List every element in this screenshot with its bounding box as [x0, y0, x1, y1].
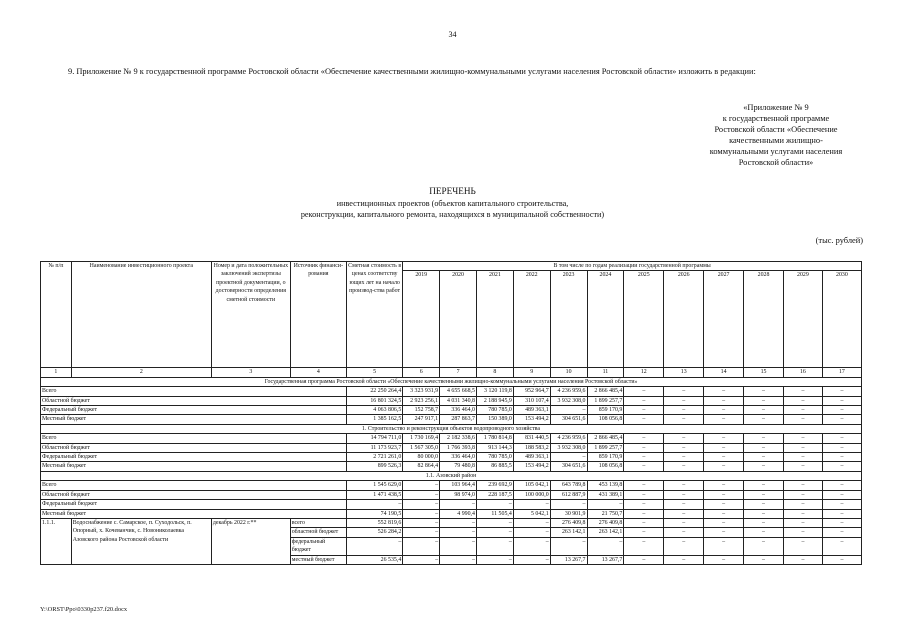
row-year-value: – [744, 406, 784, 415]
table-row [41, 406, 862, 415]
row-cost: 1 545 629,0 [347, 481, 403, 490]
row-year-value: – [822, 509, 861, 518]
project-year-value: – [704, 537, 744, 555]
column-number: 9 [513, 368, 550, 377]
row-year-value: 1 780 814,8 [476, 434, 513, 443]
project-year-value: – [624, 537, 664, 555]
column-number: 8 [476, 368, 513, 377]
header-year: 2026 [664, 271, 704, 368]
row-year-value: – [550, 453, 587, 462]
row-year-value: 643 789,8 [550, 481, 587, 490]
project-funding-source: всего [290, 518, 346, 527]
header-year: 2021 [476, 271, 513, 368]
row-year-value: 80 000,0 [403, 453, 440, 462]
row-cost: 4 063 806,5 [347, 406, 403, 415]
row-year-value: 310 107,4 [513, 396, 550, 405]
project-year-value: – [513, 555, 550, 564]
row-year-value: – [704, 453, 744, 462]
project-year-value: 13 267,7 [550, 555, 587, 564]
row-year-value: 103 964,4 [440, 481, 477, 490]
row-year-value: – [624, 443, 664, 452]
row-year-value: 952 964,7 [513, 387, 550, 396]
row-year-value: 105 042,1 [513, 481, 550, 490]
row-year-value: – [822, 462, 861, 471]
header-year: 2019 [403, 271, 440, 368]
row-year-value: – [744, 490, 784, 499]
project-year-value: – [403, 518, 440, 527]
project-year-value: – [440, 537, 477, 555]
appendix-line: Ростовской области «Обеспечение [714, 125, 838, 134]
row-year-value: – [664, 443, 704, 452]
project-number: 1.1.1. [41, 518, 72, 564]
header-year: 2024 [587, 271, 624, 368]
header-number: № п/п [41, 262, 72, 368]
project-cost: 26 535,4 [347, 555, 403, 564]
row-year-value: – [783, 434, 822, 443]
row-year-value: 431 389,1 [587, 490, 624, 499]
row-year-value: – [822, 387, 861, 396]
header-year: 2029 [783, 271, 822, 368]
row-year-value: – [822, 443, 861, 452]
row-year-value: 108 056,8 [587, 462, 624, 471]
row-year-value: – [664, 509, 704, 518]
row-cost: 1 471 438,5 [347, 490, 403, 499]
project-year-value: – [624, 555, 664, 564]
project-year-value: – [513, 537, 550, 555]
project-year-value: – [822, 518, 861, 527]
row-year-value: – [704, 481, 744, 490]
project-year-value: – [403, 528, 440, 537]
row-year-value: – [624, 406, 664, 415]
row-year-value: 2 866 485,4 [587, 387, 624, 396]
row-year-value: – [744, 387, 784, 396]
row-year-value: 239 692,9 [476, 481, 513, 490]
row-year-value: – [822, 490, 861, 499]
header-expertise: Номер и дата положительных заключений экспертизы проектной документации, о достоверности определения сметной стоимости [211, 262, 290, 368]
row-cost: 22 250 264,4 [347, 387, 403, 396]
row-year-value: – [744, 434, 784, 443]
row-year-value: 82 864,4 [403, 462, 440, 471]
row-label: Местный бюджет [41, 415, 347, 424]
project-year-value: – [476, 537, 513, 555]
project-year-value: – [513, 518, 550, 527]
row-year-value: – [783, 443, 822, 452]
column-number: 14 [704, 368, 744, 377]
row-year-value: 150 389,0 [476, 415, 513, 424]
table-row [41, 443, 862, 452]
row-year-value: – [624, 490, 664, 499]
row-year-value: – [664, 462, 704, 471]
column-number: 11 [587, 368, 624, 377]
row-year-value: – [704, 500, 744, 509]
row-year-value: 336 464,0 [440, 406, 477, 415]
appendix-line: Ростовской области» [738, 158, 814, 167]
row-year-value: 4 031 340,8 [440, 396, 477, 405]
row-year-value: – [783, 415, 822, 424]
row-year-value: – [704, 490, 744, 499]
project-expertise-date: декабрь 2022 г.** [211, 518, 290, 564]
row-cost: 74 190,5 [347, 509, 403, 518]
row-year-value: – [704, 462, 744, 471]
row-year-value: – [664, 406, 704, 415]
row-year-value: 780 785,0 [476, 406, 513, 415]
row-year-value: – [624, 415, 664, 424]
row-year-value: – [403, 490, 440, 499]
intro-paragraph: 9. Приложение № 9 к государственной программе Ростовской области «Обеспечение качественными жилищно-коммунальными услугами населения Ростовской области» изложить в редакции: [68, 67, 756, 76]
document-subtitle [230, 198, 675, 220]
row-year-value: 153 494,2 [513, 415, 550, 424]
row-year-value: 489 363,1 [513, 406, 550, 415]
row-cost: – [347, 500, 403, 509]
row-year-value: 21 750,7 [587, 509, 624, 518]
row-year-value: – [744, 453, 784, 462]
row-year-value: – [783, 500, 822, 509]
column-number: 13 [664, 368, 704, 377]
row-year-value: – [513, 500, 550, 509]
row-year-value: – [822, 396, 861, 405]
row-year-value: 859 170,9 [587, 406, 624, 415]
table-row [41, 481, 862, 490]
row-year-value: – [550, 500, 587, 509]
project-year-value: – [476, 518, 513, 527]
row-year-value: – [624, 396, 664, 405]
row-year-value: – [624, 462, 664, 471]
row-year-value: – [744, 415, 784, 424]
row-year-value: 4 655 668,5 [440, 387, 477, 396]
row-label: Федеральный бюджет [41, 406, 347, 415]
project-year-value: – [440, 518, 477, 527]
project-funding-source: местный бюджет [290, 555, 346, 564]
row-year-value: – [704, 406, 744, 415]
row-cost: 2 721 261,0 [347, 453, 403, 462]
row-year-value: 2 182 338,6 [440, 434, 477, 443]
header-year: 2030 [822, 271, 861, 368]
project-row [41, 518, 862, 527]
project-year-value: – [664, 537, 704, 555]
project-year-value: – [783, 555, 822, 564]
project-year-value: – [744, 537, 784, 555]
row-label: Всего [41, 481, 347, 490]
project-year-value: – [822, 555, 861, 564]
column-number: 2 [71, 368, 211, 377]
project-year-value: – [440, 555, 477, 564]
row-year-value: – [587, 500, 624, 509]
units-label: (тыс. рублей) [815, 236, 863, 245]
row-year-value: – [783, 509, 822, 518]
row-year-value: 1 766 393,8 [440, 443, 477, 452]
row-year-value: – [403, 509, 440, 518]
project-year-value: – [403, 555, 440, 564]
project-year-value: – [744, 555, 784, 564]
section-heading-row [41, 424, 862, 433]
row-year-value: 2 866 485,4 [587, 434, 624, 443]
row-cost: 1 385 162,5 [347, 415, 403, 424]
header-year: 2028 [744, 271, 784, 368]
row-year-value: 228 187,5 [476, 490, 513, 499]
row-year-value: 489 363,1 [513, 453, 550, 462]
row-year-value: – [664, 415, 704, 424]
row-year-value: – [664, 434, 704, 443]
row-label: Областной бюджет [41, 396, 347, 405]
table-row [41, 415, 862, 424]
header-year: 2022 [513, 271, 550, 368]
row-year-value: – [744, 396, 784, 405]
column-number: 5 [347, 368, 403, 377]
row-year-value: 5 042,1 [513, 509, 550, 518]
project-year-value: – [744, 528, 784, 537]
subtitle-line: реконструкции, капитального ремонта, находящихся в муниципальной собственности) [300, 210, 605, 219]
row-year-value: 2 923 256,1 [403, 396, 440, 405]
header-years-group: В том числе по годам реализации государственной программы [403, 262, 862, 271]
project-year-value: – [744, 518, 784, 527]
row-year-value: 304 651,6 [550, 415, 587, 424]
row-year-value: 453 139,8 [587, 481, 624, 490]
project-year-value: – [664, 518, 704, 527]
column-number: 16 [783, 368, 822, 377]
project-year-value: – [704, 528, 744, 537]
project-year-value: – [476, 555, 513, 564]
project-year-value: – [822, 537, 861, 555]
table-row [41, 490, 862, 499]
row-year-value: 1 899 257,7 [587, 443, 624, 452]
row-label: Местный бюджет [41, 462, 347, 471]
project-year-value: – [440, 528, 477, 537]
project-funding-source: федеральный бюджет [290, 537, 346, 555]
row-year-value: – [664, 490, 704, 499]
row-year-value: – [783, 406, 822, 415]
row-year-value: – [664, 453, 704, 462]
project-year-value: – [513, 528, 550, 537]
row-year-value: 336 464,0 [440, 453, 477, 462]
header-project-name: Наименование инвестиционного проекта [71, 262, 211, 368]
row-year-value: – [822, 500, 861, 509]
header-year: 2027 [704, 271, 744, 368]
column-number: 4 [290, 368, 346, 377]
appendix-line: «Приложение № 9 [743, 103, 809, 112]
project-year-value: – [783, 518, 822, 527]
row-year-value: – [624, 509, 664, 518]
row-year-value: – [403, 500, 440, 509]
row-year-value: – [550, 406, 587, 415]
row-year-value: – [744, 443, 784, 452]
header-funding-source: Источник финанси-рования [290, 262, 346, 368]
row-year-value: – [664, 387, 704, 396]
table-row [41, 396, 862, 405]
row-year-value: 913 144,3 [476, 443, 513, 452]
project-year-value: 263 142,1 [587, 528, 624, 537]
row-year-value: 3 932 308,0 [550, 443, 587, 452]
column-number: 12 [624, 368, 664, 377]
row-year-value: – [744, 481, 784, 490]
row-year-value: – [476, 500, 513, 509]
row-year-value: – [440, 500, 477, 509]
column-number: 6 [403, 368, 440, 377]
row-year-value: – [783, 396, 822, 405]
project-year-value: 263 142,1 [550, 528, 587, 537]
column-number: 17 [822, 368, 861, 377]
project-funding-source: областной бюджет [290, 528, 346, 537]
project-year-value: – [664, 555, 704, 564]
row-year-value: 612 887,9 [550, 490, 587, 499]
row-year-value: – [783, 453, 822, 462]
project-cost: – [347, 537, 403, 555]
section-heading: 1.1. Азовский район [41, 471, 862, 480]
project-year-value: – [664, 528, 704, 537]
project-year-value: – [704, 555, 744, 564]
row-year-value: 100 000,0 [513, 490, 550, 499]
table-row [41, 509, 862, 518]
section-heading-row [41, 377, 862, 386]
row-year-value: – [664, 481, 704, 490]
row-year-value: – [783, 462, 822, 471]
row-cost: 899 526,3 [347, 462, 403, 471]
row-year-value: – [744, 500, 784, 509]
page-number: 34 [448, 30, 457, 39]
row-year-value: – [822, 434, 861, 443]
section-heading: Государственная программа Ростовской области «Обеспечение качественными жилищно-коммунальными услугами населения Ростовской области» [41, 377, 862, 386]
project-year-value: 13 267,7 [587, 555, 624, 564]
row-label: Местный бюджет [41, 509, 347, 518]
row-year-value: 2 188 945,9 [476, 396, 513, 405]
row-year-value: 79 480,8 [440, 462, 477, 471]
row-year-value: 287 863,7 [440, 415, 477, 424]
row-year-value: – [704, 387, 744, 396]
project-year-value: – [624, 518, 664, 527]
row-year-value: – [822, 481, 861, 490]
header-year: 2023 [550, 271, 587, 368]
project-year-value: – [476, 528, 513, 537]
project-year-value: – [403, 537, 440, 555]
row-year-value: – [624, 500, 664, 509]
row-label: Всего [41, 434, 347, 443]
header-estimated-cost: Сметная стоимость в ценах соответству ющих лет на начало производ-ства работ [347, 262, 403, 368]
project-year-value: – [822, 528, 861, 537]
row-label: Областной бюджет [41, 443, 347, 452]
row-year-value: – [783, 481, 822, 490]
project-year-value: 276 409,8 [587, 518, 624, 527]
row-year-value: 152 758,7 [403, 406, 440, 415]
project-cost: 552 819,6 [347, 518, 403, 527]
project-year-value: – [550, 537, 587, 555]
row-year-value: – [744, 462, 784, 471]
table-row [41, 500, 862, 509]
row-year-value: 3 323 931,9 [403, 387, 440, 396]
column-number: 3 [211, 368, 290, 377]
row-year-value: – [783, 387, 822, 396]
column-number: 1 [41, 368, 72, 377]
row-year-value: – [704, 434, 744, 443]
row-year-value: 859 170,9 [587, 453, 624, 462]
row-year-value: 304 651,6 [550, 462, 587, 471]
row-cost: 11 173 923,7 [347, 443, 403, 452]
column-number: 10 [550, 368, 587, 377]
project-year-value: – [783, 537, 822, 555]
table-row [41, 434, 862, 443]
appendix-caption [690, 102, 862, 168]
row-year-value: 4 236 959,6 [550, 434, 587, 443]
row-year-value: – [624, 434, 664, 443]
table-row [41, 462, 862, 471]
project-cost: 526 284,2 [347, 528, 403, 537]
row-label: Всего [41, 387, 347, 396]
row-year-value: 4 236 959,6 [550, 387, 587, 396]
appendix-line: коммунальными услугами населения [709, 147, 843, 156]
row-year-value: 86 885,5 [476, 462, 513, 471]
table-row [41, 387, 862, 396]
row-year-value: – [664, 500, 704, 509]
row-label: Областной бюджет [41, 490, 347, 499]
appendix-line: качественными жилищно- [729, 136, 823, 145]
row-year-value: 247 917,1 [403, 415, 440, 424]
row-year-value: 1 730 169,4 [403, 434, 440, 443]
section-heading: 1. Строительство и реконструкция объектов водопроводного хозяйства [41, 424, 862, 433]
document-title: ПЕРЕЧЕНЬ [429, 186, 476, 196]
row-year-value: 108 056,8 [587, 415, 624, 424]
row-year-value: 1 567 305,0 [403, 443, 440, 452]
appendix-line: к государственной программе [722, 114, 830, 123]
subtitle-line: инвестиционных проектов (объектов капитального строительства, [336, 199, 569, 208]
row-year-value: 3 120 119,8 [476, 387, 513, 396]
row-year-value: – [822, 453, 861, 462]
row-cost: 14 794 711,0 [347, 434, 403, 443]
row-year-value: 831 440,5 [513, 434, 550, 443]
row-label: Федеральный бюджет [41, 453, 347, 462]
row-year-value: – [624, 453, 664, 462]
row-year-value: – [704, 509, 744, 518]
row-cost: 16 801 324,5 [347, 396, 403, 405]
project-year-value: – [704, 518, 744, 527]
row-year-value: – [624, 387, 664, 396]
row-year-value: – [822, 415, 861, 424]
row-year-value: – [822, 406, 861, 415]
column-number: 7 [440, 368, 477, 377]
project-year-value: 276 409,8 [550, 518, 587, 527]
row-year-value: – [403, 481, 440, 490]
project-year-value: – [587, 537, 624, 555]
row-year-value: – [704, 396, 744, 405]
project-year-value: – [624, 528, 664, 537]
row-year-value: – [744, 509, 784, 518]
row-year-value: 153 494,2 [513, 462, 550, 471]
row-label: Федеральный бюджет [41, 500, 347, 509]
row-year-value: 1 899 257,7 [587, 396, 624, 405]
column-number: 15 [744, 368, 784, 377]
header-year: 2025 [624, 271, 664, 368]
row-year-value: 4 990,4 [440, 509, 477, 518]
row-year-value: – [704, 443, 744, 452]
row-year-value: – [624, 481, 664, 490]
row-year-value: 98 974,0 [440, 490, 477, 499]
row-year-value: – [664, 396, 704, 405]
header-year: 2020 [440, 271, 477, 368]
row-year-value: 11 505,4 [476, 509, 513, 518]
row-year-value: – [704, 415, 744, 424]
investment-projects-table [40, 261, 862, 565]
row-year-value: 3 932 308,0 [550, 396, 587, 405]
project-year-value: – [783, 528, 822, 537]
table-row [41, 453, 862, 462]
row-year-value: 780 785,0 [476, 453, 513, 462]
project-name: Водоснабжение с. Самарское, п. Суходольск, п. Опорный, х. Кочеванчик, с. Новониколаевка Азовского района Ростовской области [71, 518, 211, 564]
row-year-value: 30 901,9 [550, 509, 587, 518]
section-heading-row [41, 471, 862, 480]
row-year-value: 188 583,2 [513, 443, 550, 452]
file-path-footer: Y:\ORST\Ppo\0330p237.f20.docx [40, 606, 128, 613]
row-year-value: – [783, 490, 822, 499]
